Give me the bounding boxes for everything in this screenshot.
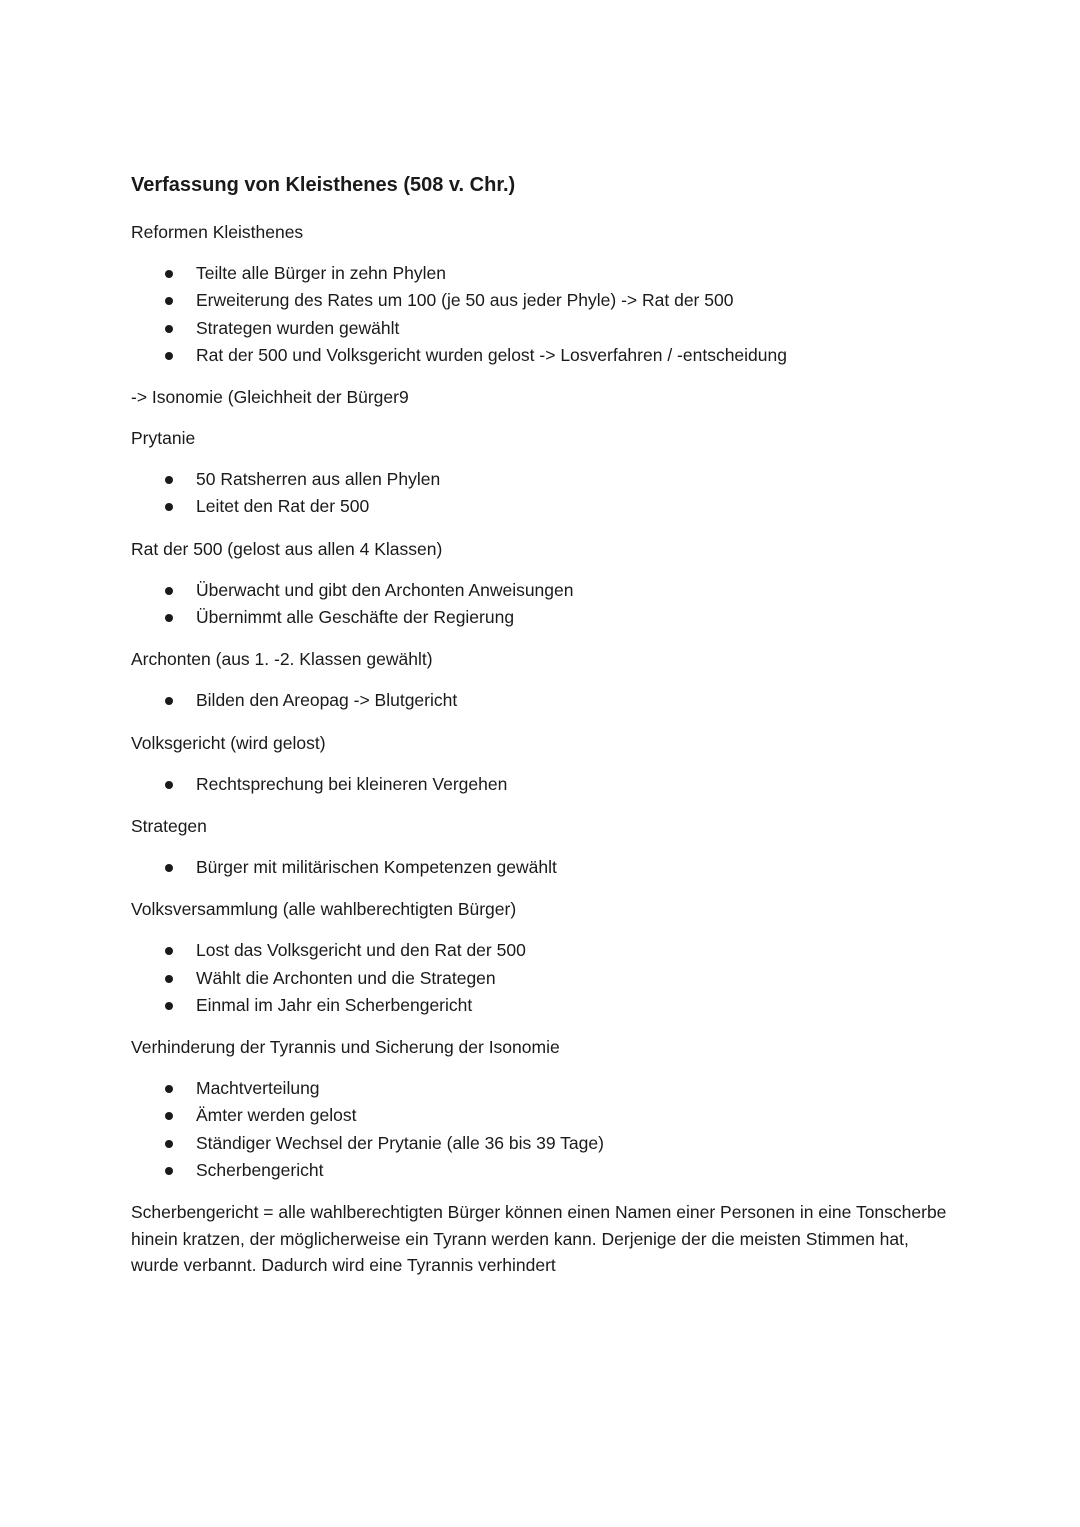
bullet-list [131, 1075, 961, 1184]
list-item: Rat der 500 und Volksgericht wurden gelost -> Losverfahren / -entscheidung [131, 342, 961, 369]
bullet-icon [165, 503, 173, 511]
list-item: Wählt die Archonten und die Strategen [131, 965, 961, 992]
list-item: Leitet den Rat der 500 [131, 493, 961, 520]
bullet-icon [165, 1140, 173, 1148]
section-verhinderung-tyrannis [131, 1034, 961, 1184]
bullet-icon [165, 864, 173, 872]
list-item: Überwacht und gibt den Archonten Anweisungen [131, 577, 961, 604]
list-item: Bilden den Areopag -> Blutgericht [131, 687, 961, 714]
section-prytanie [131, 425, 961, 521]
bullet-icon [165, 697, 173, 705]
section-heading: Reformen Kleisthenes [131, 222, 304, 242]
section-heading: -> Isonomie (Gleichheit der Bürger9 [131, 387, 409, 408]
bullet-icon [165, 947, 173, 955]
bullet-icon [165, 325, 173, 333]
bullet-icon [165, 352, 173, 360]
bullet-icon [165, 1167, 173, 1175]
bullet-icon [165, 1002, 173, 1010]
section-heading: Verhinderung der Tyrannis und Sicherung der Isonomie [131, 1037, 560, 1058]
bullet-list [131, 771, 961, 798]
list-item: Strategen wurden gewählt [131, 315, 961, 342]
section-heading: Strategen [131, 815, 207, 836]
list-item: Lost das Volksgericht und den Rat der 500 [131, 937, 961, 964]
list-item: Ständiger Wechsel der Prytanie (alle 36 bis 39 Tage) [131, 1130, 961, 1157]
bullet-icon [165, 297, 173, 305]
document-page [131, 170, 961, 1279]
section-heading: Volksversammlung (alle wahlberechtigten Bürger) [131, 899, 517, 920]
section-isonomie [131, 384, 961, 410]
list-item: Machtverteilung [131, 1075, 961, 1102]
list-item: Teilte alle Bürger in zehn Phylen [131, 260, 961, 287]
bullet-list [131, 687, 961, 714]
section-rat-der-500 [131, 536, 961, 632]
bullet-list [131, 854, 961, 881]
list-item: 50 Ratsherren aus allen Phylen [131, 466, 961, 493]
bullet-icon [165, 476, 173, 484]
list-item: Bürger mit militärischen Kompetenzen gewählt [131, 854, 961, 881]
section-volksgericht [131, 730, 961, 798]
bullet-icon [165, 1085, 173, 1093]
bullet-icon [165, 614, 173, 622]
bullet-icon [165, 781, 173, 789]
bullet-list [131, 577, 961, 632]
bullet-icon [165, 270, 173, 278]
section-heading: Rat der 500 (gelost aus allen 4 Klassen) [131, 538, 443, 559]
bullet-icon [165, 587, 173, 595]
bullet-icon [165, 1112, 173, 1120]
section-heading: Prytanie [131, 428, 196, 449]
bullet-list [131, 466, 961, 521]
bullet-list [131, 937, 961, 1019]
list-item: Rechtsprechung bei kleineren Vergehen [131, 771, 961, 798]
list-item: Übernimmt alle Geschäfte der Regierung [131, 604, 961, 631]
section-heading: Archonten (aus 1. -2. Klassen gewählt) [131, 649, 433, 670]
section-heading: Volksgericht (wird gelost) [131, 732, 326, 753]
list-item: Erweiterung des Rates um 100 (je 50 aus jeder Phyle) -> Rat der 500 [131, 287, 961, 314]
bullet-list [131, 260, 961, 369]
section-archonten [131, 646, 961, 714]
bullet-icon [165, 975, 173, 983]
list-item: Ämter werden gelost [131, 1102, 961, 1129]
document-title: Verfassung von Kleisthenes (508 v. Chr.) [131, 174, 516, 196]
section-reformen [131, 219, 961, 369]
list-item: Einmal im Jahr ein Scherbengericht [131, 992, 961, 1019]
closing-paragraph: Scherbengericht = alle wahlberechtigten Bürger können einen Namen einer Personen in eine Tonscherbe hinein kratzen, der möglicherweise ein Tyrann werden kann. Derjenige der die meisten Stimmen hat, wurde verbannt. Dadurch wird eine Tyrannis verhindert [131, 1202, 947, 1276]
section-volksversammlung [131, 896, 961, 1019]
section-strategen [131, 813, 961, 881]
list-item: Scherbengericht [131, 1157, 961, 1184]
